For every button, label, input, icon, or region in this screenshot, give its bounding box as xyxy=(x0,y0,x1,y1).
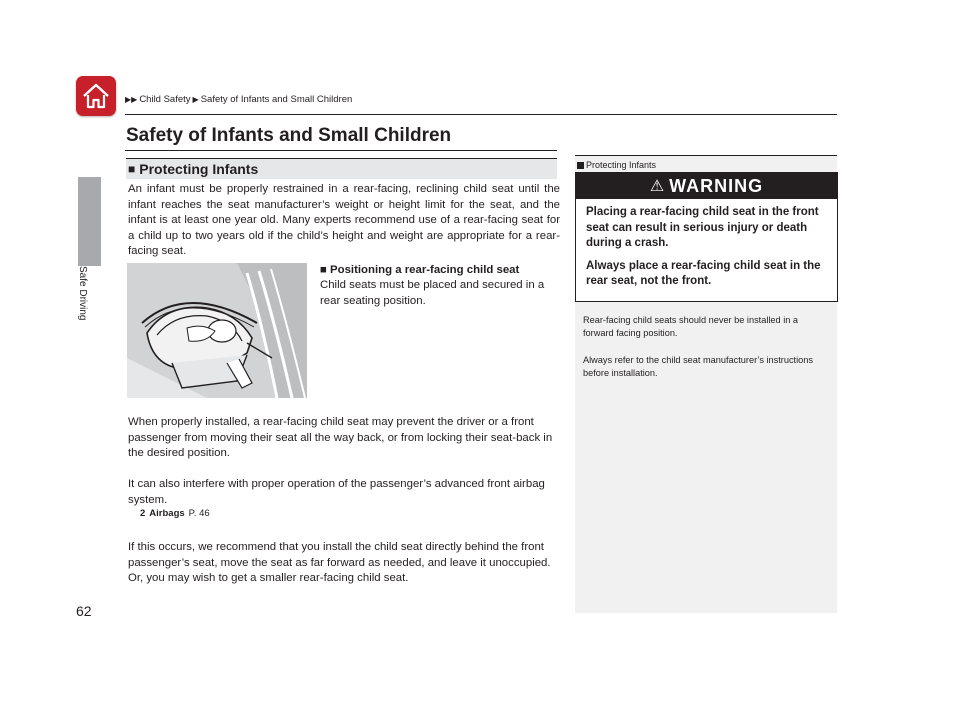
breadcrumb-arrow-icon: ▶▶ xyxy=(125,95,138,104)
warning-text-2: Always place a rear-facing child seat in the rear seat, not the front. xyxy=(586,259,821,287)
rear-facing-child-seat-illustration xyxy=(127,263,307,398)
page-title: Safety of Infants and Small Children xyxy=(126,125,452,146)
warning-triangle-icon: ⚠ xyxy=(649,178,666,195)
home-icon xyxy=(81,81,111,111)
positioning-paragraph: Child seats must be placed and secured in a rear seating position. xyxy=(320,279,545,307)
section-heading: Protecting Infants xyxy=(139,161,259,177)
airbags-reference-link[interactable] xyxy=(140,508,210,519)
side-notes-heading xyxy=(575,155,837,172)
intro-paragraph: An infant must be properly restrained in a rear-facing, reclining child seat until the infant reaches the seat manufacturer’s weight or height limit for the seat, and the infant is at least one year old. Many experts recommend use of a rear-facing seat for a child up to two years old if the child’s height and weight are appropriate for a rear-facing seat. xyxy=(128,183,560,257)
chapter-side-tab[interactable] xyxy=(78,177,101,266)
section-marker-icon: ■ xyxy=(128,162,136,176)
section-heading-bar xyxy=(126,158,557,179)
breadcrumb-child-safety-link[interactable]: Child Safety xyxy=(139,94,191,105)
title-rule xyxy=(125,150,557,151)
airbag-interference-paragraph: It can also interfere with proper operation of the passenger’s advanced front airbag system. xyxy=(128,478,545,506)
note-marker-icon xyxy=(577,162,584,169)
positioning-subheading: ■ Positioning a rear-facing child seat xyxy=(320,264,520,276)
side-note-2: Always refer to the child seat manufacturer’s instructions before installation. xyxy=(583,355,813,378)
home-button[interactable] xyxy=(76,76,116,116)
chapter-side-label: Safe Driving xyxy=(77,266,88,321)
warning-label: WARNING xyxy=(669,175,764,196)
warning-header xyxy=(576,173,837,199)
breadcrumb xyxy=(125,94,352,105)
installed-paragraph: When properly installed, a rear-facing child seat may prevent the driver or a front passenger from moving their seat all the way back, or from locking their seat-back in the desired position. xyxy=(128,416,553,459)
breadcrumb-current-page: Safety of Infants and Small Children xyxy=(200,94,353,105)
reference-title: Airbags xyxy=(149,508,185,519)
page-number: 62 xyxy=(76,603,92,619)
reference-arrow-icon: 2 xyxy=(140,508,146,519)
side-note-1: Rear-facing child seats should never be installed in a forward facing position. xyxy=(583,315,799,338)
side-notes-heading-text: Protecting Infants xyxy=(586,160,657,170)
warning-box xyxy=(575,172,838,302)
header-rule xyxy=(125,114,837,115)
warning-text-1: Placing a rear-facing child seat in the front seat can result in serious injury or death during a crash. xyxy=(586,206,819,249)
reference-page: P. 46 xyxy=(188,508,210,519)
if-occurs-paragraph: If this occurs, we recommend that you install the child seat directly behind the front passenger’s seat, move the seat as far forward as needed, and leave it unoccupied. Or, you may wish to get a smaller rear-facing child seat. xyxy=(128,541,551,584)
breadcrumb-separator-icon: ▶ xyxy=(192,95,199,104)
